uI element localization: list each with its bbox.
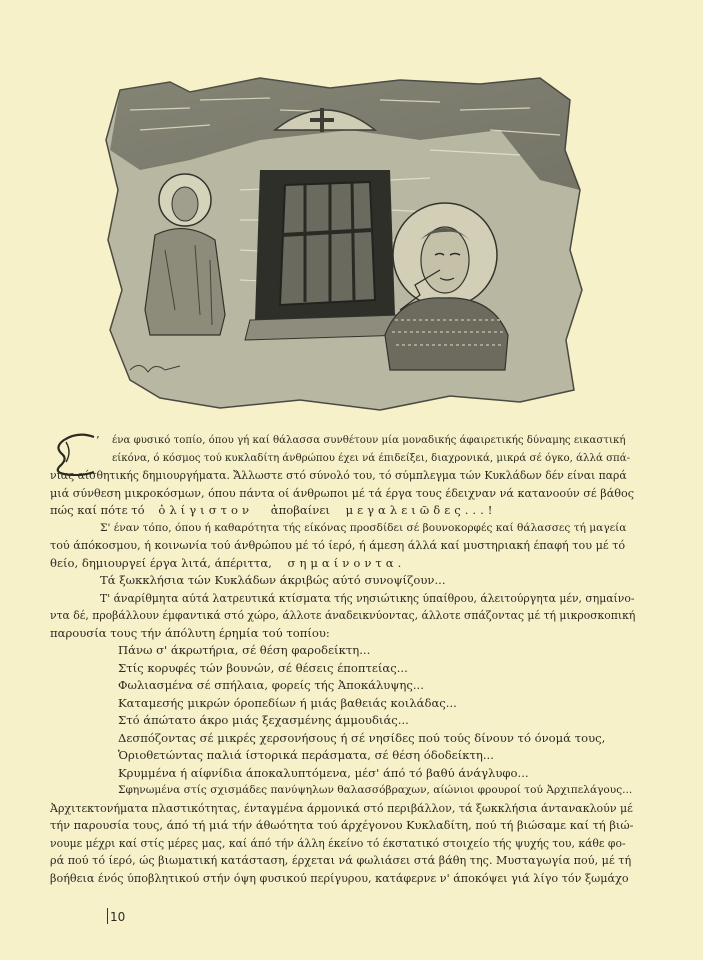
page-number-text: 10 — [110, 910, 126, 924]
illustration-drawing — [100, 70, 590, 415]
text-segment: θείο, δημιουργεί έργα λιτά, άπέριττα, — [50, 555, 272, 570]
spaced-word: ὀλίγιστον — [158, 503, 254, 517]
spaced-word: σημαίνοντα. — [287, 555, 406, 570]
verse-line: Κρυμμένα ή αίφνίδια άποκαλυπτόμενα, μέσ' άπό τό βαθύ άνάγλυφο... — [118, 765, 529, 780]
text-line: νουμε μέχρι καί στίς μέρες μας, καί άπό τήν άλλη έκείνο τό έκστατικό στοιχείο τής ψυχής του, κάθε φο- — [50, 836, 626, 850]
verse-line: Καταμεσής μικρών όροπεδίων ή μιάς βαθειάς κοιλάδας... — [118, 695, 457, 710]
text-line: ένα φυσικό τοπίο, όπου γή καί θάλασσα συνθέτουν μία μοναδικής άφαιρετικής δύναμης εικαστική — [112, 435, 626, 446]
verse-line: Σφηνωμένα στίς σχισμάδες πανύψηλων θαλασσόβραχων, αίώνιοι φρουροί τού Ἀρχιπελάγους... — [118, 784, 633, 796]
text-line: είκόνα, ό κόσμος τού κυκλαδίτη άνθρώπου έχει νά έπιδείξει, διαχρονικά, μικρά σέ όγκο, άλλά σπά- — [112, 452, 631, 464]
text-line: παρουσία τους τήν άπόλυτη έρημία τού τοπίου: — [50, 625, 330, 640]
text-line: ρά πού τό ίερό, ώς βιωματική κατάσταση, έρχεται νά φωλιάσει στά βάθη της. Μυσταγωγία πού, μέ τή — [50, 854, 632, 867]
text-line: νιας αίσθητικής δημιουργήματα. Ἄλλωστε στό σύνολό του, τό σύμπλεγμα τών Κυκλάδων δέν είναι παρά — [50, 469, 627, 482]
text-line: Τ' άναρίθμητα αύτά λατρευτικά κτίσματα τής νησιώτικης ύπαίθρου, άλειτούργητα μέν, σημαίνο- — [100, 591, 635, 605]
text-segment: πώς καί πότε τό — [50, 503, 145, 517]
text-line: Τά ξωκκλήσια τών Κυκλάδων άκριβώς αύτό συνοψίζουν... — [100, 573, 446, 587]
verse-line: Πάνω σ' άκρωτήρια, σέ θέση φαροδείκτη... — [118, 643, 371, 657]
drop-cap-sigma — [50, 432, 102, 476]
verse-line: Στίς κορυφές τών βουνών, σέ θέσεις έποπτείας... — [118, 660, 408, 675]
verse-line: Ὁριοθετώντας παλιά ίστορικά περάσματα, σέ θέση όδοδείκτη... — [118, 748, 494, 762]
text-line: τήν παρουσία τους, άπό τή μιά τήν άθωότητα τού άρχέγονου Κυκλαδίτη, πού τή βιώσαμε καί τή βιώ- — [50, 818, 634, 832]
verse-line: Δεσπόζοντας σέ μικρές χερσονήσους ή σέ νησίδες πού τούς δίνουν τό όνομά τους, — [118, 730, 606, 745]
text-line: βοήθεια ένός ύποβλητικού στήν όψη φυσικού περίγυρου, κατάφερνε ν' άποκόψει γιά λίγο τόν ξωμάχο — [50, 871, 629, 885]
text-line: Ἀρχιτεκτονήματα πλαστικότητας, ένταγμένα άρμονικά στό περιβάλλον, τά ξωκκλήσια άντανακλούν μέ — [50, 801, 633, 815]
text-line: ντα δέ, προβάλλουν έμφαντικά στό χώρο, άλλοτε άναδεικνύοντας, άλλοτε σπάζοντας μέ τή μικροσκοπική — [50, 609, 636, 622]
page-number — [107, 908, 125, 924]
text-line: Σ' έναν τόπο, όπου ή καθαρότητα τής είκόνας προσδίδει σέ βουνοκορφές καί θάλασσες τή μαγεία — [100, 521, 627, 534]
verse-line: Στό άπώτατο άκρο μιάς ξεχασμένης άμμουδιάς... — [118, 713, 409, 727]
verse-line: Φωλιασμένα σέ σπήλαια, φορείς τής Ἀποκάλυψης... — [118, 678, 424, 692]
text-segment: ἀποβαίνει — [270, 503, 330, 517]
svg-text:’: ’ — [96, 434, 100, 447]
fresco-illustration — [100, 70, 590, 415]
text-line — [50, 502, 635, 520]
spaced-word: μεγαλειῶδες...! — [345, 503, 497, 517]
main-text — [50, 432, 635, 887]
text-line: τού άπόκοσμου, ή κοινωνία τού άνθρώπου μέ τό ίερό, ή άμεση άλλά καί μυστηριακή έπαφή του μέ τό — [50, 539, 626, 552]
text-line: μιά σύνθεση μικροκόσμων, όπου πάντα οί άνθρωποι μέ τά έργα τους έδειχναν νά κατανοούν σέ βάθος — [50, 486, 634, 500]
page-number-rule — [107, 908, 108, 924]
text-line — [50, 555, 635, 573]
